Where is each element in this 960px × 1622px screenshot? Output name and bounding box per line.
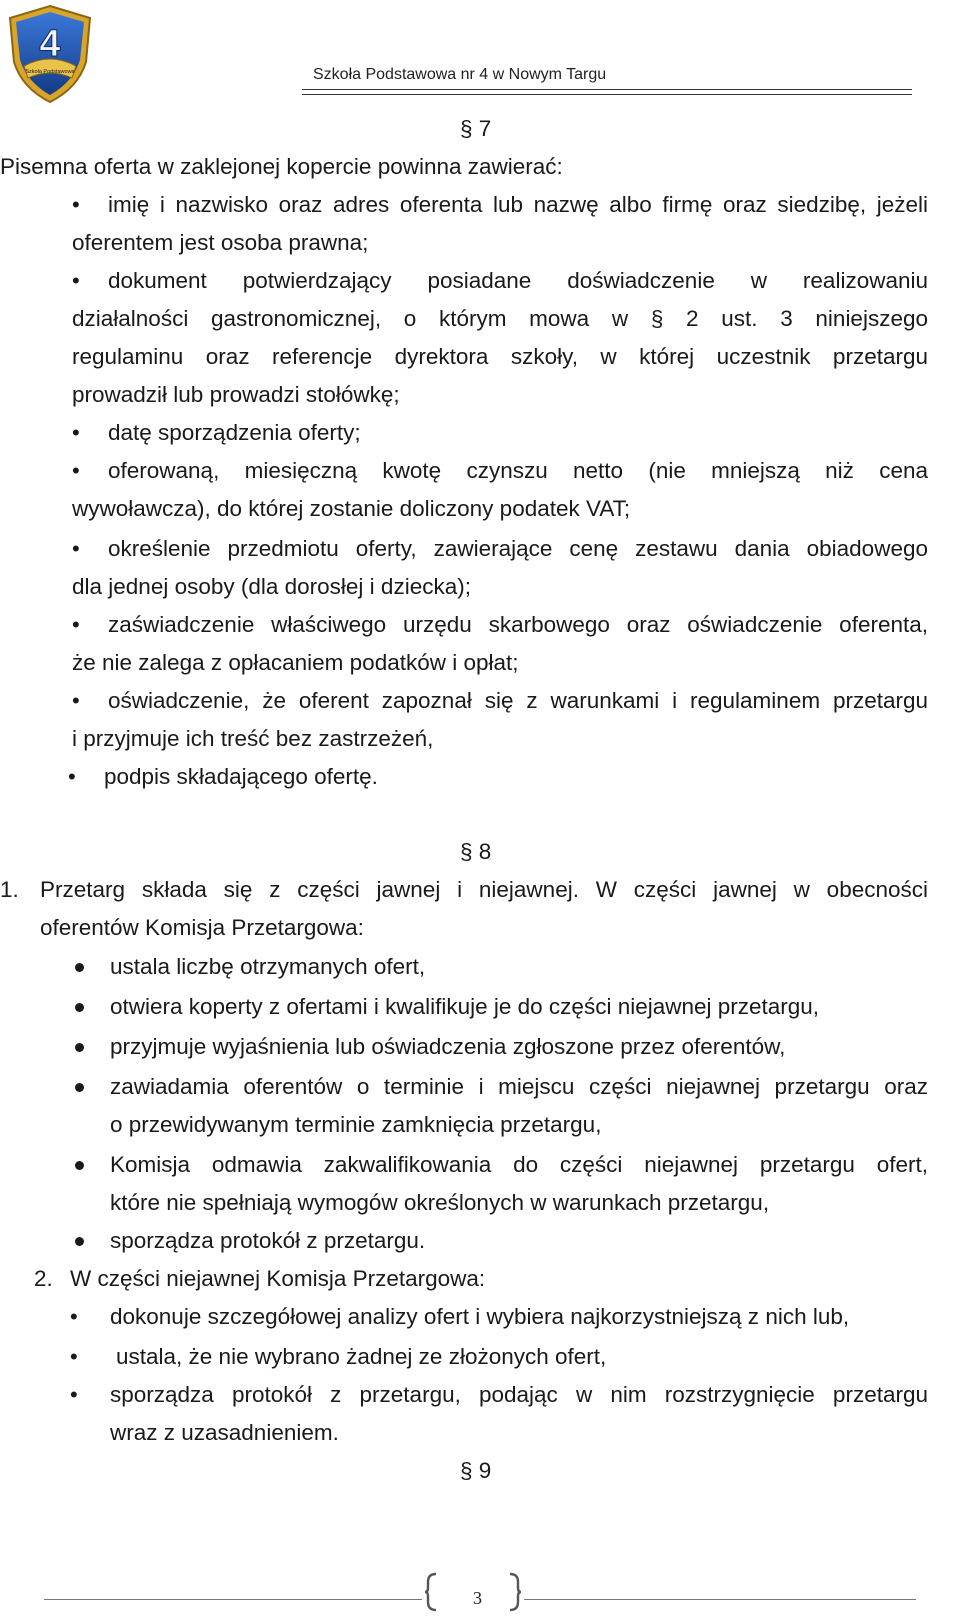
sub-item-1: ustala liczbę otrzymanych ofert, xyxy=(110,954,426,979)
footer-brace-right-icon xyxy=(508,1572,522,1612)
sub-item-9-line-1: sporządza protokół z przetargu, podając w nim rozstrzygnięcie przetargu xyxy=(110,1382,928,1407)
bullet-4: • xyxy=(72,458,80,483)
logo-caption: Szkoła Podstawowa xyxy=(25,69,75,75)
numbered-item-1-number: 1. xyxy=(0,877,19,902)
bullet-6: • xyxy=(72,612,80,637)
sub-item-4-line-2: o przewidywanym terminie zamknięcia przetargu, xyxy=(110,1112,602,1137)
item-5-line-1: określenie przedmiotu oferty, zawierające cenę zestawu dania obiadowego xyxy=(108,536,928,561)
numbered-item-2-line-1: W części niejawnej Komisja Przetargowa: xyxy=(70,1266,486,1291)
sub-item-3: przyjmuje wyjaśnienia lub oświadczenia zgłoszone przez oferentów, xyxy=(110,1034,786,1059)
section-7-heading: § 7 xyxy=(460,116,492,141)
numbered-item-1-line-2: oferentów Komisja Przetargowa: xyxy=(40,915,364,940)
bullet-7: • xyxy=(72,688,80,713)
bullet-11: • xyxy=(70,1382,78,1407)
school-name: Szkoła Podstawowa nr 4 w Nowym Targu xyxy=(313,66,607,83)
sub-item-5-line-1: Komisja odmawia zakwalifikowania do części niejawnej przetargu ofert, xyxy=(110,1152,928,1177)
item-2-line-2: działalności gastronomicznej, o którym mowa w § 2 ust. 3 niniejszego xyxy=(72,306,928,331)
bullet-1: • xyxy=(72,192,80,217)
item-3-line-1: datę sporządzenia oferty; xyxy=(108,420,361,445)
sub-item-9-line-2: wraz z uzasadnieniem. xyxy=(110,1420,339,1445)
section-7-intro: Pisemna oferta w zaklejonej kopercie powinna zawierać: xyxy=(0,154,563,179)
bullet-8: • xyxy=(68,764,76,789)
item-2-line-3: regulaminu oraz referencje dyrektora szkoły, w której uczestnik przetargu xyxy=(72,344,928,369)
sub-item-6: sporządza protokół z przetargu. xyxy=(110,1228,426,1253)
bullet-3: • xyxy=(72,420,80,445)
numbered-item-1-line-1: Przetarg składa się z części jawnej i niejawnej. W części jawnej w obecności xyxy=(40,877,928,902)
item-1-line-2: oferentem jest osoba prawna; xyxy=(72,230,369,255)
bullet-2: • xyxy=(72,268,80,293)
sub-item-7: dokonuje szczegółowej analizy ofert i wybiera najkorzystniejszą z nich lub, xyxy=(110,1304,850,1329)
section-8-heading: § 8 xyxy=(460,839,492,864)
footer-line-left xyxy=(44,1599,422,1600)
numbered-item-2-number: 2. xyxy=(34,1266,53,1291)
disc-bullet-5 xyxy=(75,1161,84,1170)
header-rule-bottom xyxy=(302,94,912,95)
item-6-line-2: że nie zalega z opłacaniem podatków i opłat; xyxy=(72,650,519,675)
sub-item-5-line-2: które nie spełniają wymogów określonych w warunkach przetargu, xyxy=(110,1190,770,1215)
disc-bullet-1 xyxy=(75,963,84,972)
item-4-line-2: wywoławcza), do której zostanie doliczony podatek VAT; xyxy=(72,496,631,521)
footer-brace-left-icon xyxy=(424,1572,438,1612)
item-5-line-2: dla jednej osoby (dla dorosłej i dziecka); xyxy=(72,574,471,599)
bullet-9: • xyxy=(70,1304,78,1329)
item-8-line-1: podpis składającego ofertę. xyxy=(104,764,378,789)
item-2-line-1: dokument potwierdzający posiadane doświadczenie w realizowaniu xyxy=(108,268,928,293)
item-1-line-1: imię i nazwisko oraz adres oferenta lub nazwę albo firmę oraz siedzibę, jeżeli xyxy=(108,192,928,217)
item-2-line-4: prowadził lub prowadzi stołówkę; xyxy=(72,382,400,407)
bullet-5: • xyxy=(72,536,80,561)
bullet-10: • xyxy=(70,1344,78,1369)
disc-bullet-2 xyxy=(75,1003,84,1012)
section-9-heading: § 9 xyxy=(460,1458,492,1483)
sub-item-8: ustala, że nie wybrano żadnej ze złożonych ofert, xyxy=(116,1344,607,1369)
item-7-line-2: i przyjmuje ich treść bez zastrzeżeń, xyxy=(72,726,434,751)
school-logo-icon xyxy=(6,4,94,104)
sub-item-4-line-1: zawiadamia oferentów o terminie i miejscu części niejawnej przetargu oraz xyxy=(110,1074,928,1099)
footer-line-right xyxy=(524,1599,916,1600)
item-6-line-1: zaświadczenie właściwego urzędu skarbowego oraz oświadczenie oferenta, xyxy=(108,612,928,637)
sub-item-2: otwiera koperty z ofertami i kwalifikuje je do części niejawnej przetargu, xyxy=(110,994,820,1019)
header-rule-top xyxy=(302,89,912,90)
disc-bullet-6 xyxy=(75,1237,84,1246)
item-4-line-1: oferowaną, miesięczną kwotę czynszu netto (nie mniejszą niż cena xyxy=(108,458,928,483)
item-7-line-1: oświadczenie, że oferent zapoznał się z warunkami i regulaminem przetargu xyxy=(108,688,928,713)
disc-bullet-4 xyxy=(75,1083,84,1092)
logo-number: 4 xyxy=(39,23,61,65)
page-number: 3 xyxy=(473,1588,482,1608)
disc-bullet-3 xyxy=(75,1043,84,1052)
